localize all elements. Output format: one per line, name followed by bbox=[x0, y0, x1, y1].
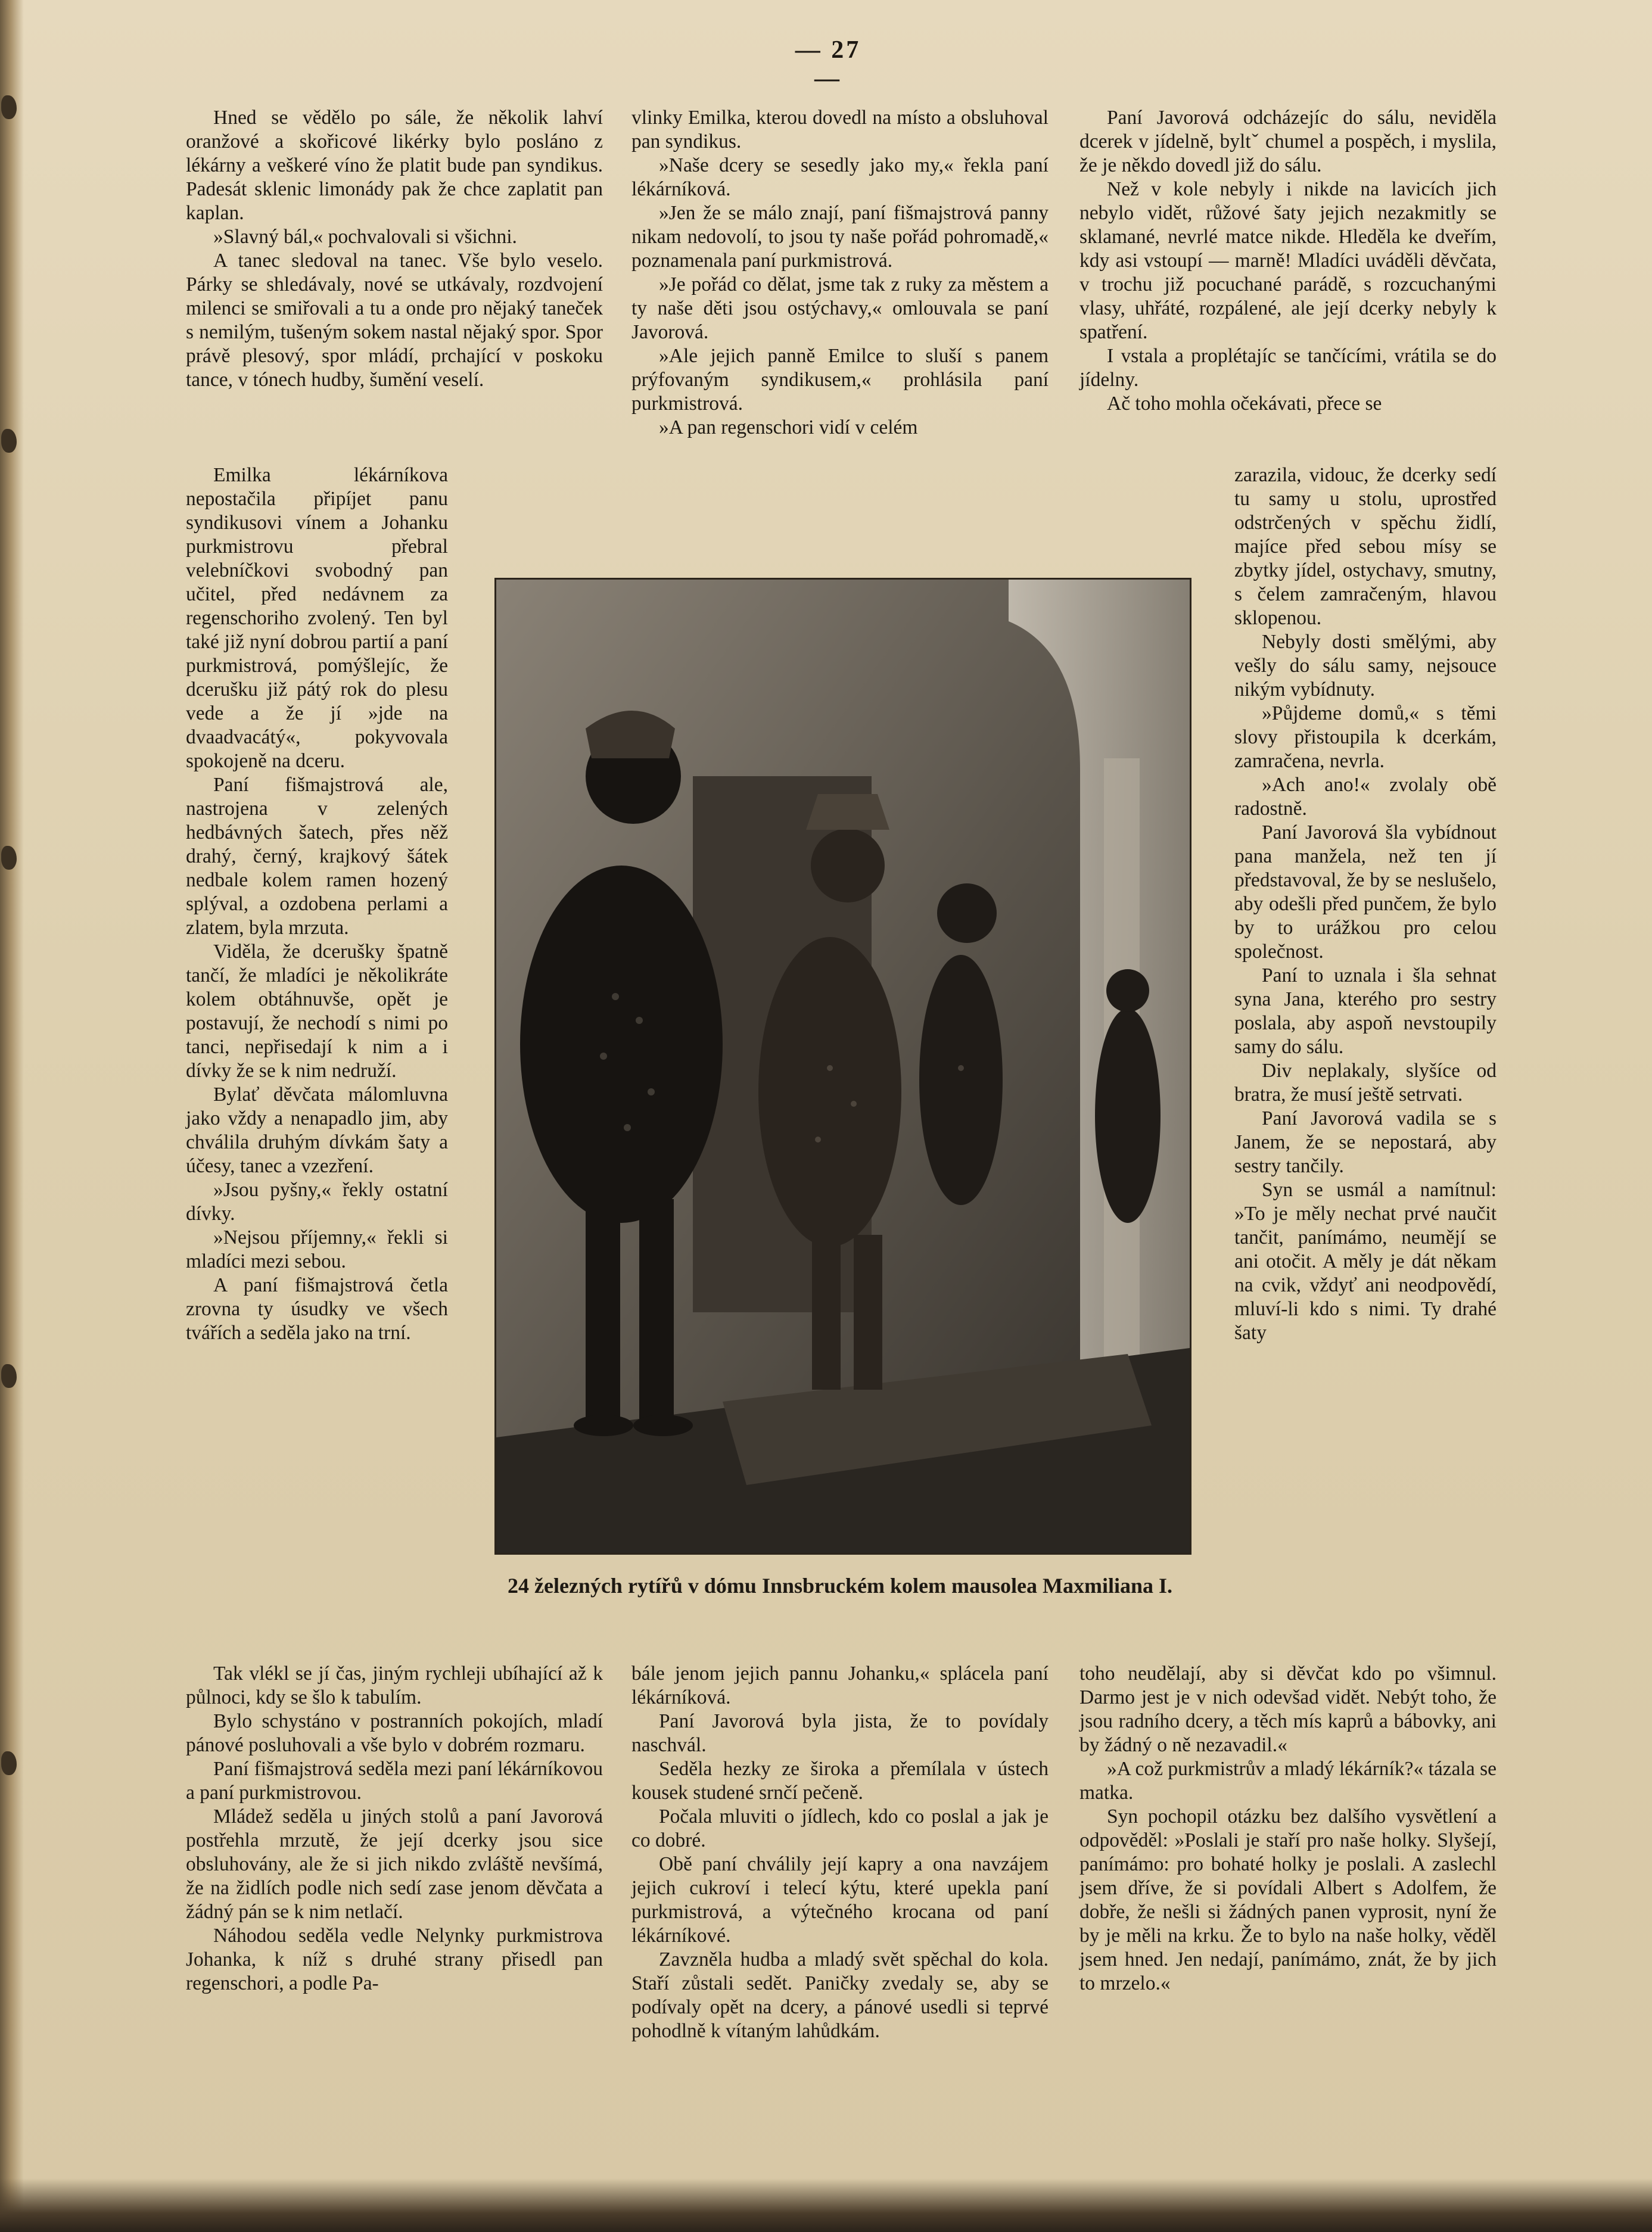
paragraph: Obě paní chválily její kapry a ona navzájem jejich cukroví i telecí kýtu, které upekla paní purkmistrová, a výtečného krocana od paní lékárníkové. bbox=[631, 1853, 1049, 1947]
paragraph: »Naše dcery se sesedly jako my,« řekla paní lékárníková. bbox=[631, 154, 1049, 200]
paragraph: »Slavný bál,« pochvalovali si všichni. bbox=[213, 226, 517, 248]
binding-mark bbox=[1, 95, 17, 119]
paragraph: Syn se usmál a namítnul: »To je měly nechat prvé naučit tančit, panímámo, neumějí se ani otočit. A měly je dát někam na cvik, vždyť ani neodpovědí, mluví-li kdo s nimi. Ty drahé šaty bbox=[1234, 1179, 1497, 1344]
paragraph: Syn pochopil otázku bez dalšího vysvětlení a odpověděl: »Poslali je staří pro naše holky. Slyšejí, panímámo: pro bohaté holky je poslali. A zaslechl jsem dříve, že si povídali Albert s Adolfem, že dobře, že nešli si žádných panen vyprosit, nyní že by je měli na krku. Že to bylo na naše holky, věděl jsem hned. Jen nedají, panímámo, znát, že by jich to mrzelo.« bbox=[1079, 1805, 1497, 1994]
paragraph: Bylať děvčata málomluvna jako vždy a nenapadlo jim, aby chválila druhým dívkám šaty a účesy, tanec a vzezření. bbox=[186, 1084, 448, 1177]
paragraph: vlinky Emilka, kterou dovedl na místo a obsluhoval pan syndikus. bbox=[631, 107, 1049, 152]
column-1-narrow bbox=[186, 463, 448, 1345]
column-2-bottom bbox=[631, 1662, 1049, 2043]
paragraph: Mládež seděla u jiných stolů a paní Javorová postřehla mrzutě, že její dcerky jsou sice obsluhovány, ale že si jich nikdo zvláště nevšímá, že na židlích podle nich sedí zase jenom děvčata a žádný pán se k nim netlačí. bbox=[186, 1805, 603, 1923]
figure-caption: 24 železných rytířů v dómu Innsbruckém kolem mausolea Maxmiliana I. bbox=[508, 1574, 1172, 1598]
paragraph: Paní fišmajstrová ale, nastrojena v zelených hedbávných šatech, přes něž drahý, černý, krajkový šátek nedbale kolem ramen hozený splýval, a ozdobena perlami a zlatem, byla mrzuta. bbox=[186, 774, 448, 939]
paragraph: Nebyly dosti smělými, aby vešly do sálu samy, nejsouce nikým vybídnuty. bbox=[1234, 631, 1497, 701]
paragraph: Paní Javorová odcházejíc do sálu, neviděla dcerek v jídelně, byltˇ chumel a pospěch, i myslila, že je někdo dovedl již do sálu. bbox=[1079, 107, 1497, 176]
paragraph: »A což purkmistrův a mladý lékárník?« tázala se matka. bbox=[1079, 1758, 1497, 1804]
paragraph: Ač toho mohla očekávati, přece se bbox=[1107, 393, 1382, 415]
paragraph: Paní fišmajstrová seděla mezi paní lékárníkovou a paní purkmistrovou. bbox=[186, 1758, 603, 1804]
paragraph: Hned se vědělo po sále, že několik lahví oranžové a skořicové likérky bylo posláno z lékárny a veškeré víno že platit bude pan syndikus. Padesát sklenic limonády pak že chce zaplatit pan kaplan. bbox=[186, 107, 603, 224]
paragraph: »Půjdeme domů,« s těmi slovy přistoupila k dcerkám, zamračena, nevrla. bbox=[1234, 702, 1497, 772]
paragraph: bále jenom jejich pannu Johanku,« splácela paní lékárníková. bbox=[631, 1663, 1049, 1708]
column-3-narrow bbox=[1234, 463, 1497, 1345]
column-3-top bbox=[1079, 106, 1497, 416]
paragraph: »Jsou pyšny,« řekly ostatní dívky. bbox=[186, 1179, 448, 1225]
binding-mark bbox=[1, 429, 17, 453]
bronze-knights-photo bbox=[494, 578, 1191, 1555]
paragraph: Paní Javorová byla jista, že to povídaly naschvál. bbox=[631, 1710, 1049, 1756]
paragraph: Emilka lékárníkova nepostačila připíjet panu syndikusovi vínem a Johanku purkmistrovu přebral velebníčkovi svobodný pan učitel, před nedávnem za regenschoriho zvolený. Ten byl také již nyní dobrou partií a paní purkmistrová, pomýšlejíc, že dcerušku již pátý rok do plesu vede a že jí »jde na dvaadvacátý«, pokyvovala spokojeně na dceru. bbox=[186, 464, 448, 772]
paragraph: Div neplakaly, slyšíce od bratra, že musí ještě setrvati. bbox=[1234, 1060, 1497, 1106]
paragraph: »A pan regenschori vidí v celém bbox=[659, 416, 918, 438]
paragraph: A paní fišmajstrová četla zrovna ty úsudky ve všech tvářích a seděla jako na trní. bbox=[186, 1274, 448, 1344]
paragraph: zarazila, vidouc, že dcerky sedí tu samy u stolu, uprostřed odstrčených v spěchu židlí, majíce před sebou mísy se zbytky jídel, ostychavy, smutny, s čelem zamračeným, hlavou sklopenou. bbox=[1234, 464, 1497, 629]
paragraph: Seděla hezky ze široka a přemílala v ústech kousek studené srnčí pečeně. bbox=[631, 1758, 1049, 1804]
column-1-bottom bbox=[186, 1662, 603, 1996]
paragraph: A tanec sledoval na tanec. Vše bylo veselo. Párky se shledávaly, nové se utkávaly, rozdvojení milenci se smiřovali a tu a onde pro nějaký taneček s nemilým, tušeným sokem nastal nějaký spor. Spor právě plesový, spor mládí, prchající v poskoku tance, v tónech hudby, šumění veselí. bbox=[186, 250, 603, 391]
column-2-top bbox=[631, 106, 1049, 440]
paragraph: »Ale jejich panně Emilce to sluší s panem prýfovaným syndikusem,« prohlásila paní purkmistrová. bbox=[631, 345, 1049, 415]
binding-mark bbox=[1, 846, 17, 870]
paragraph: Paní to uznala i šla sehnat syna Jana, kterého pro sestry poslala, aby aspoň nevstoupily samy do sálu. bbox=[1234, 964, 1497, 1058]
paragraph: Viděla, že dcerušky špatně tančí, že mladíci je několikráte kolem obtáhnuvše, opět je postavují, že nechodí s nimi po tanci, nepřisedají k nim a i dívky že se k nim nedruží. bbox=[186, 941, 448, 1082]
paragraph: Tak vlékl se jí čas, jiným rychleji ubíhající až k půlnoci, kdy se šlo k tabulím. bbox=[186, 1663, 603, 1708]
paragraph: Než v kole nebyly i nikde na lavicích jich nebylo vidět, růžové šaty jejich nezakmitly se sklamané, nevrlé matce nikde. Hleděla ke dveřím, kdy asi vstoupí — marně! Mladíci uváděli děvčata, v trochu již pocuchané parádě, s rozcuchanými vlasy, uhřáté, rozpálené, ale její dcerky nebyly k spatření. bbox=[1079, 178, 1497, 343]
paragraph: »Nejsou příjemny,« řekli si mladíci mezi sebou. bbox=[186, 1226, 448, 1272]
paragraph: I vstala a proplétajíc se tančícími, vrátila se do jídelny. bbox=[1079, 345, 1497, 391]
paragraph: Paní Javorová šla vybídnout pana manžela, než ten jí představoval, že by se neslušelo, aby odešli před punčem, že bylo by to urážkou pro celou společnost. bbox=[1234, 821, 1497, 963]
paragraph: Počala mluviti o jídlech, kdo co poslal a jak je co dobré. bbox=[631, 1805, 1049, 1851]
paragraph: toho neudělají, aby si děvčat kdo po všimnul. Darmo jest je v nich odevšad vidět. Nebýt toho, že jsou radního dcery, a těch mís kaprů a bábovky, ani by žádný o ně nezavadil.« bbox=[1079, 1663, 1497, 1756]
paragraph: »Ach ano!« zvolaly obě radostně. bbox=[1234, 774, 1497, 820]
paragraph: Paní Javorová vadila se s Janem, že se nepostará, aby sestry tančily. bbox=[1234, 1107, 1497, 1177]
binding-mark bbox=[1, 1751, 17, 1775]
paragraph: Bylo schystáno v postranních pokojích, mladí pánové posluhovali a vše bylo v dobrém rozmaru. bbox=[186, 1710, 603, 1756]
paragraph: Náhodou seděla vedle Nelynky purkmistrova Johanka, k níž s druhé strany přisedl pan regenschori, a podle Pa- bbox=[186, 1925, 603, 1994]
paragraph: »Je pořád co dělat, jsme tak z ruky za městem a ty naše děti jsou ostýchavy,« omlouvala se paní Javorová. bbox=[631, 273, 1049, 343]
knights-illustration bbox=[496, 580, 1190, 1553]
column-3-bottom bbox=[1079, 1662, 1497, 1996]
column-1-top bbox=[186, 106, 603, 392]
page-bottom-shadow bbox=[0, 2178, 1652, 2232]
page-number: — 27 — bbox=[795, 36, 861, 92]
binding-mark bbox=[1, 1364, 17, 1388]
paragraph: Zavzněla hudba a mladý svět spěchal do kola. Staří zůstali sedět. Paničky zvedaly se, aby se podívaly opět na dcery, a pánové usedli si teprvé pohodlně k vítaným lahůdkám. bbox=[631, 1948, 1049, 2042]
page-edge-shadow bbox=[0, 0, 24, 2232]
paragraph: »Jen že se málo znají, paní fišmajstrová panny nikam nedovolí, to jsou ty naše pořád pohromadě,« poznamenala paní purkmistrová. bbox=[631, 202, 1049, 272]
